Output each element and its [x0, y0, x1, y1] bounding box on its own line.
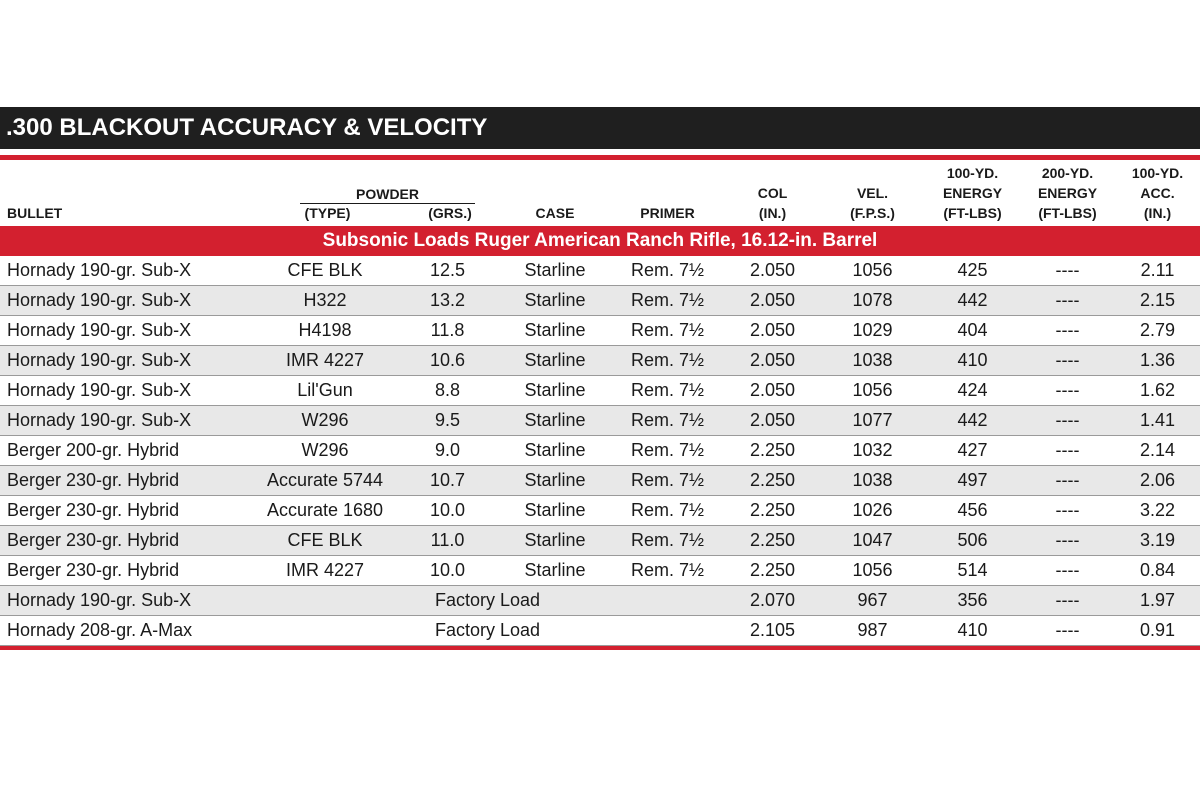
cell-col: 2.250 — [749, 470, 796, 490]
cell-bullet: Berger 230-gr. Hybrid — [7, 500, 180, 520]
cell-factory-load: Factory Load — [434, 590, 541, 610]
cell-primer: Rem. 7½ — [630, 500, 705, 520]
cell-velocity: 1056 — [852, 560, 893, 580]
cell-accuracy: 2.15 — [1139, 290, 1176, 310]
cell-bullet: Berger 230-gr. Hybrid — [7, 560, 180, 580]
cell-velocity: 1078 — [852, 290, 893, 310]
table-body — [0, 256, 1200, 646]
cell-col: 2.070 — [749, 590, 796, 610]
cell-energy-200: ---- — [1055, 290, 1080, 310]
cell-energy-100: 356 — [957, 590, 988, 610]
cell-energy-200: ---- — [1055, 410, 1080, 430]
cell-case: Starline — [524, 320, 586, 340]
cell-powder-grs: 10.0 — [429, 500, 466, 520]
cell-col: 2.050 — [749, 320, 796, 340]
cell-accuracy: 2.11 — [1140, 260, 1175, 280]
cell-energy-100: 442 — [957, 410, 988, 430]
cell-accuracy: 2.06 — [1139, 470, 1176, 490]
cell-velocity: 1056 — [852, 380, 893, 400]
header-acc-1: 100-YD. — [1131, 165, 1184, 181]
cell-col: 2.250 — [749, 500, 796, 520]
header-e100-1: 100-YD. — [946, 165, 999, 181]
cell-col: 2.050 — [749, 380, 796, 400]
cell-accuracy: 0.91 — [1139, 620, 1176, 640]
cell-energy-200: ---- — [1055, 560, 1080, 580]
cell-energy-100: 456 — [957, 500, 988, 520]
cell-energy-200: ---- — [1055, 380, 1080, 400]
section-title: Subsonic Loads Ruger American Ranch Rifle, 16.12-in. Barrel — [322, 230, 878, 251]
cell-powder-type: Lil'Gun — [297, 380, 353, 400]
cell-bullet: Hornady 190-gr. Sub-X — [7, 380, 192, 400]
cell-accuracy: 3.22 — [1139, 500, 1176, 520]
cell-col: 2.250 — [749, 560, 796, 580]
header-bullet: BULLET — [7, 205, 63, 221]
cell-powder-type: IMR 4227 — [285, 560, 365, 580]
table-header — [0, 160, 1200, 226]
cell-energy-200: ---- — [1055, 530, 1080, 550]
cell-bullet: Hornady 190-gr. Sub-X — [7, 590, 192, 610]
cell-powder-grs: 10.0 — [429, 560, 466, 580]
cell-powder-type: CFE BLK — [287, 260, 363, 280]
header-e200-3: (FT-LBS) — [1038, 205, 1097, 221]
cell-velocity: 1029 — [852, 320, 893, 340]
header-acc-3: (IN.) — [1143, 205, 1172, 221]
cell-energy-100: 442 — [957, 290, 988, 310]
cell-velocity: 987 — [857, 620, 888, 640]
header-e200-1: 200-YD. — [1041, 165, 1094, 181]
table-row — [0, 436, 1200, 466]
cell-accuracy: 1.97 — [1139, 590, 1176, 610]
red-rule-bottom — [0, 646, 1200, 650]
cell-col: 2.105 — [749, 620, 796, 640]
cell-bullet: Hornady 190-gr. Sub-X — [7, 290, 192, 310]
cell-primer: Rem. 7½ — [630, 350, 705, 370]
cell-case: Starline — [524, 440, 586, 460]
cell-bullet: Berger 230-gr. Hybrid — [7, 530, 180, 550]
cell-energy-200: ---- — [1055, 500, 1080, 520]
cell-primer: Rem. 7½ — [630, 380, 705, 400]
cell-energy-200: ---- — [1055, 260, 1080, 280]
cell-accuracy: 1.41 — [1139, 410, 1176, 430]
header-type: (TYPE) — [304, 205, 351, 221]
cell-bullet: Hornady 190-gr. Sub-X — [7, 350, 192, 370]
cell-energy-200: ---- — [1055, 470, 1080, 490]
cell-energy-200: ---- — [1055, 350, 1080, 370]
cell-powder-grs: 13.2 — [429, 290, 466, 310]
cell-accuracy: 1.36 — [1139, 350, 1176, 370]
cell-accuracy: 1.62 — [1139, 380, 1176, 400]
section-banner — [0, 226, 1200, 256]
cell-energy-100: 427 — [957, 440, 988, 460]
cell-primer: Rem. 7½ — [630, 470, 705, 490]
cell-accuracy: 2.79 — [1139, 320, 1176, 340]
cell-accuracy: 2.14 — [1139, 440, 1176, 460]
cell-bullet: Berger 230-gr. Hybrid — [7, 470, 180, 490]
cell-case: Starline — [524, 380, 586, 400]
cell-bullet: Hornady 190-gr. Sub-X — [7, 320, 192, 340]
cell-energy-100: 424 — [957, 380, 988, 400]
cell-factory-load: Factory Load — [434, 620, 541, 640]
cell-energy-100: 506 — [957, 530, 988, 550]
cell-case: Starline — [524, 470, 586, 490]
cell-energy-200: ---- — [1055, 590, 1080, 610]
header-primer: PRIMER — [640, 205, 695, 221]
cell-powder-grs: 11.8 — [430, 320, 465, 340]
cell-velocity: 967 — [857, 590, 888, 610]
cell-velocity: 1026 — [852, 500, 893, 520]
cell-energy-100: 514 — [957, 560, 988, 580]
header-vel-1: VEL. — [856, 185, 889, 201]
table-row — [0, 616, 1200, 646]
cell-case: Starline — [524, 410, 586, 430]
page-title: .300 BLACKOUT ACCURACY & VELOCITY — [6, 114, 488, 141]
cell-powder-type: IMR 4227 — [285, 350, 365, 370]
header-e100-2: ENERGY — [942, 185, 1003, 201]
cell-powder-grs: 12.5 — [429, 260, 466, 280]
cell-col: 2.050 — [749, 410, 796, 430]
cell-primer: Rem. 7½ — [630, 410, 705, 430]
cell-powder-type: H4198 — [298, 320, 352, 340]
cell-powder-grs: 9.0 — [434, 440, 461, 460]
cell-energy-100: 497 — [957, 470, 988, 490]
header-col-2: (IN.) — [758, 205, 787, 221]
cell-bullet: Hornady 190-gr. Sub-X — [7, 410, 192, 430]
cell-primer: Rem. 7½ — [630, 260, 705, 280]
cell-accuracy: 0.84 — [1139, 560, 1176, 580]
cell-case: Starline — [524, 500, 586, 520]
cell-energy-200: ---- — [1055, 440, 1080, 460]
cell-case: Starline — [524, 350, 586, 370]
cell-powder-type: W296 — [301, 440, 349, 460]
cell-primer: Rem. 7½ — [630, 290, 705, 310]
cell-energy-100: 404 — [957, 320, 988, 340]
cell-velocity: 1077 — [852, 410, 893, 430]
cell-case: Starline — [524, 530, 586, 550]
cell-bullet: Berger 200-gr. Hybrid — [7, 440, 180, 460]
cell-velocity: 1047 — [852, 530, 893, 550]
table-row — [0, 316, 1200, 346]
header-case: CASE — [535, 205, 575, 221]
cell-col: 2.050 — [749, 260, 796, 280]
header-col-1: COL — [757, 185, 788, 201]
cell-col: 2.250 — [749, 530, 796, 550]
cell-powder-type: CFE BLK — [287, 530, 363, 550]
header-e200-2: ENERGY — [1037, 185, 1098, 201]
cell-bullet: Hornady 208-gr. A-Max — [7, 620, 193, 640]
table-row — [0, 256, 1200, 286]
cell-col: 2.050 — [749, 350, 796, 370]
cell-powder-grs: 10.6 — [429, 350, 466, 370]
cell-case: Starline — [524, 290, 586, 310]
cell-velocity: 1038 — [852, 470, 893, 490]
cell-powder-grs: 9.5 — [434, 410, 461, 430]
cell-case: Starline — [524, 560, 586, 580]
cell-bullet: Hornady 190-gr. Sub-X — [7, 260, 192, 280]
table-row — [0, 466, 1200, 496]
cell-energy-200: ---- — [1055, 620, 1080, 640]
cell-powder-grs: 11.0 — [430, 530, 465, 550]
table-row — [0, 556, 1200, 586]
cell-velocity: 1032 — [852, 440, 893, 460]
cell-energy-100: 425 — [957, 260, 988, 280]
table-row — [0, 496, 1200, 526]
cell-energy-200: ---- — [1055, 320, 1080, 340]
cell-case: Starline — [524, 260, 586, 280]
cell-powder-type: H322 — [303, 290, 347, 310]
cell-velocity: 1056 — [852, 260, 893, 280]
cell-energy-100: 410 — [957, 620, 988, 640]
cell-primer: Rem. 7½ — [630, 320, 705, 340]
header-grs: (GRS.) — [428, 205, 472, 221]
cell-velocity: 1038 — [852, 350, 893, 370]
cell-col: 2.050 — [749, 290, 796, 310]
header-powder: POWDER — [356, 186, 419, 202]
header-e100-3: (FT-LBS) — [943, 205, 1002, 221]
cell-powder-type: Accurate 5744 — [266, 470, 384, 490]
cell-primer: Rem. 7½ — [630, 560, 705, 580]
table-row — [0, 586, 1200, 616]
table-row — [0, 406, 1200, 436]
table-row — [0, 526, 1200, 556]
table-row — [0, 346, 1200, 376]
cell-col: 2.250 — [749, 440, 796, 460]
cell-powder-type: Accurate 1680 — [266, 500, 384, 520]
cell-powder-type: W296 — [301, 410, 349, 430]
cell-energy-100: 410 — [957, 350, 988, 370]
cell-primer: Rem. 7½ — [630, 530, 705, 550]
table-row — [0, 376, 1200, 406]
cell-powder-grs: 10.7 — [429, 470, 466, 490]
table-row — [0, 286, 1200, 316]
cell-accuracy: 3.19 — [1139, 530, 1176, 550]
cell-primer: Rem. 7½ — [630, 440, 705, 460]
title-bar — [0, 107, 1200, 149]
cell-powder-grs: 8.8 — [434, 380, 461, 400]
header-vel-2: (F.P.S.) — [850, 205, 895, 221]
header-acc-2: ACC. — [1140, 185, 1175, 201]
